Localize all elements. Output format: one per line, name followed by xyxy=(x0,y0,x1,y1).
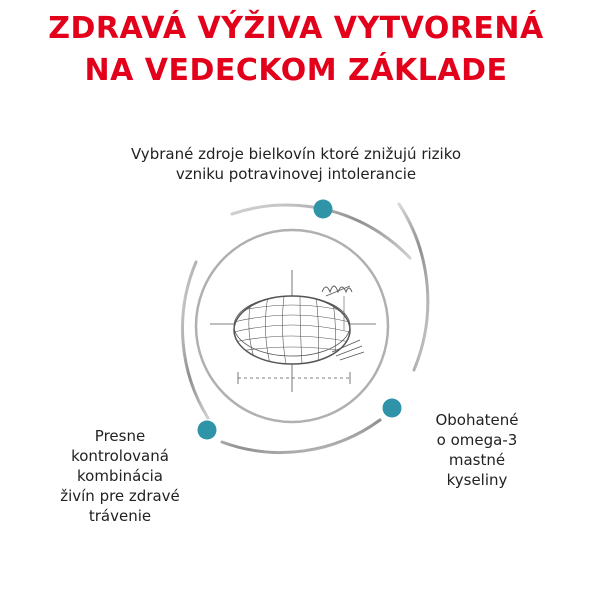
callout-digestion-line-3: kombinácia xyxy=(77,467,163,485)
headline-line-2: NA VEDECKOM ZÁKLADE xyxy=(84,53,508,88)
callout-omega3-line-4: kyseliny xyxy=(446,471,508,489)
inner-ring xyxy=(196,230,388,422)
outer-ring-arc-right xyxy=(399,204,428,370)
outer-ring-arc-bottom xyxy=(222,420,380,453)
callout-protein-line-2: vzniku potravinovej intolerancie xyxy=(175,165,417,183)
callout-omega3-line-2: o omega-3 xyxy=(436,431,518,449)
callout-digestion-line-2: kontrolovaná xyxy=(71,447,169,465)
callout-protein-line-1: Vybrané zdroje bielkovín ktoré znižujú riziko xyxy=(130,145,462,163)
marker-dot-top xyxy=(314,200,333,219)
callout-digestion-line-5: trávenie xyxy=(88,507,152,525)
callout-omega3-line-1: Obohatené xyxy=(435,411,519,429)
kibble-sketch-icon xyxy=(210,270,376,392)
callout-omega3-line-3: mastné xyxy=(448,451,506,469)
callout-digestion-line-4: živín pre zdravé xyxy=(60,487,180,505)
headline-line-1: ZDRAVÁ VÝŽIVA VYTVORENÁ xyxy=(48,11,544,46)
marker-dot-left xyxy=(198,421,217,440)
marker-dot-right xyxy=(383,399,402,418)
callout-digestion-line-1: Presne xyxy=(94,427,146,445)
